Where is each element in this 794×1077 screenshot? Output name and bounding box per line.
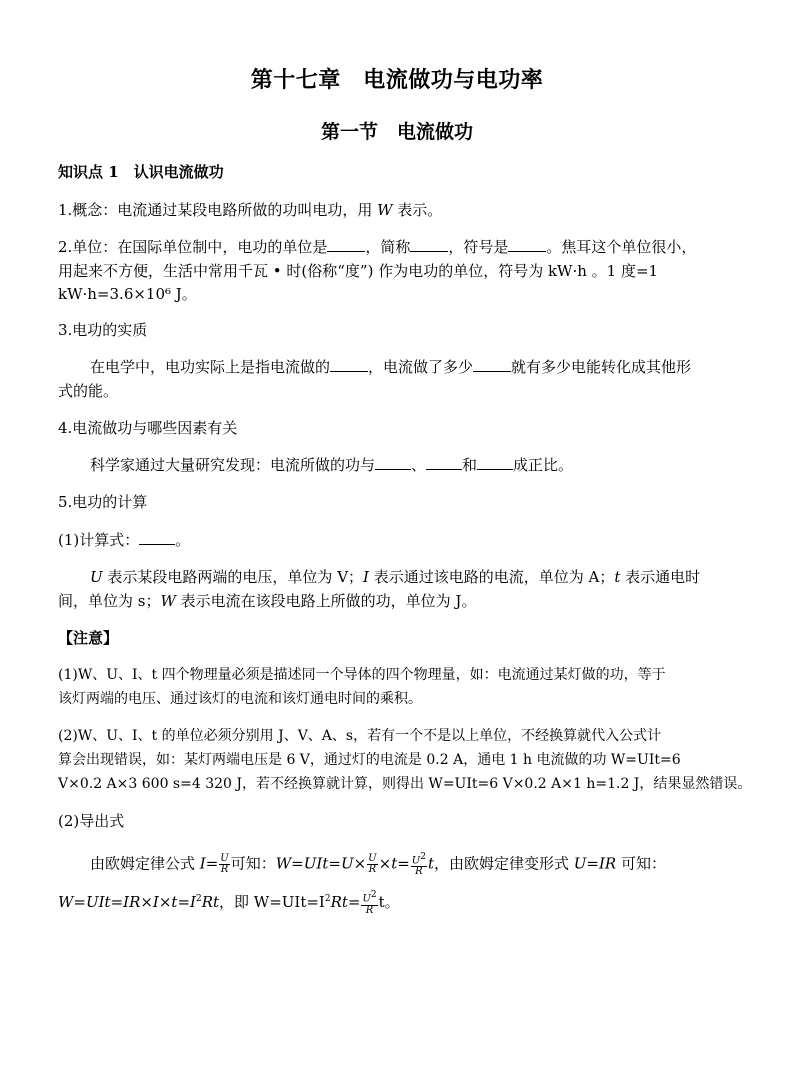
heading-calculation: 5.电功的计算 bbox=[58, 493, 148, 511]
paragraph-unit-line2: 用起来不方便，生活中常用千瓦 • 时(俗称“度”) 作为电功的单位，符号为 kW·h 。1 度=1 bbox=[58, 262, 659, 280]
note2-line3: V×0.2 A×3 600 s=4 320 J，若不经换算就计算，则得出 W=UIt=6 V×0.2 A×1 h=1.2 J，结果显然错误。 bbox=[58, 776, 752, 792]
fraction-U-over-R-2: $\frac{U}{R}$ bbox=[368, 853, 377, 876]
note2-line2: 算会出现错误，如：某灯两端电压是 6 V，通过灯的电流是 0.2 A，通电 1 h 电流做的功 W=UIt=6 bbox=[58, 752, 681, 768]
blank-work-amount[interactable] bbox=[473, 357, 511, 372]
paragraph-unit-line1: 2.单位：在国际单位制中，电功的单位是 ，简称 ，符号是 。焦耳这个单位很小， bbox=[58, 238, 697, 256]
heading-derived: (2)导出式 bbox=[58, 812, 125, 830]
note1-line2: 该灯两端的电压、通过该灯的电流和该灯通电时间的乘积。 bbox=[58, 691, 422, 707]
blank-factor-1[interactable] bbox=[375, 455, 411, 470]
heading-factors: 4.电流做功与哪些因素有关 bbox=[58, 419, 238, 437]
blank-short-name[interactable] bbox=[410, 237, 448, 252]
note-heading: 【注意】 bbox=[58, 629, 119, 647]
blank-factor-2[interactable] bbox=[426, 455, 462, 470]
note2-line1: (2)W、U、I、t 的单位必须分别用 J、V、A、s，若有一个不是以上单位，不经换算就代入公式计 bbox=[58, 728, 662, 744]
knowledge-point-heading: 知识点 1 认识电流做功 bbox=[58, 163, 224, 181]
blank-unit[interactable] bbox=[327, 237, 365, 252]
fraction-U2-over-R-2: $\frac{U^2}{R}$ bbox=[362, 890, 377, 916]
paragraph-essence-line2: 式的能。 bbox=[58, 382, 119, 400]
derived-line1: 由欧姆定律公式 I= $\frac{U}{R}$ 可知：W=UIt=U× $\frac{U}{R}$ ×t= $\frac{U^2}{R}$ t，由欧姆定律变形式 U=IR 可知： bbox=[90, 852, 666, 878]
paragraph-formula: (1)计算式： 。 bbox=[58, 531, 191, 549]
paragraph-concept: 1.概念：电流通过某段电路所做的功叫电功，用 W 表示。 bbox=[58, 201, 443, 219]
paragraph-essence-line1: 在电学中，电功实际上是指电流做的 ，电流做了多少 就有多少电能转化成其他形 bbox=[90, 358, 692, 376]
blank-formula[interactable] bbox=[139, 530, 175, 545]
blank-factor-3[interactable] bbox=[477, 455, 513, 470]
paragraph-symbols-line1: U 表示某段电路两端的电压，单位为 V；I 表示通过该电路的电流，单位为 A；t 表示通电时 bbox=[90, 568, 701, 586]
blank-symbol[interactable] bbox=[508, 237, 546, 252]
fraction-U-over-R: $\frac{U}{R}$ bbox=[220, 853, 229, 876]
blank-work[interactable] bbox=[330, 357, 368, 372]
note1-line1: (1)W、U、I、t 四个物理量必须是描述同一个导体的四个物理量，如：电流通过某灯做的功，等于 bbox=[58, 667, 666, 683]
section-title: 第一节 电流做功 bbox=[320, 121, 473, 143]
fraction-U2-over-R: $\frac{U^2}{R}$ bbox=[411, 852, 426, 878]
paragraph-unit-line3: kW·h=3.6×10⁶ J。 bbox=[58, 285, 197, 303]
derived-line2: $W=UIt=IR\times I\times t=I^2Rt$，即 $W=UIt=I^2Rt=$ $\frac{U^2}{R}$ t。 bbox=[58, 890, 400, 916]
chapter-title: 第十七章 电流做功与电功率 bbox=[250, 67, 544, 93]
paragraph-symbols-line2: 间，单位为 s；W 表示电流在该段电路上所做的功，单位为 J。 bbox=[58, 592, 477, 610]
heading-essence: 3.电功的实质 bbox=[58, 321, 148, 339]
paragraph-factors: 科学家通过大量研究发现：电流所做的功与 、 和 成正比。 bbox=[90, 456, 574, 474]
